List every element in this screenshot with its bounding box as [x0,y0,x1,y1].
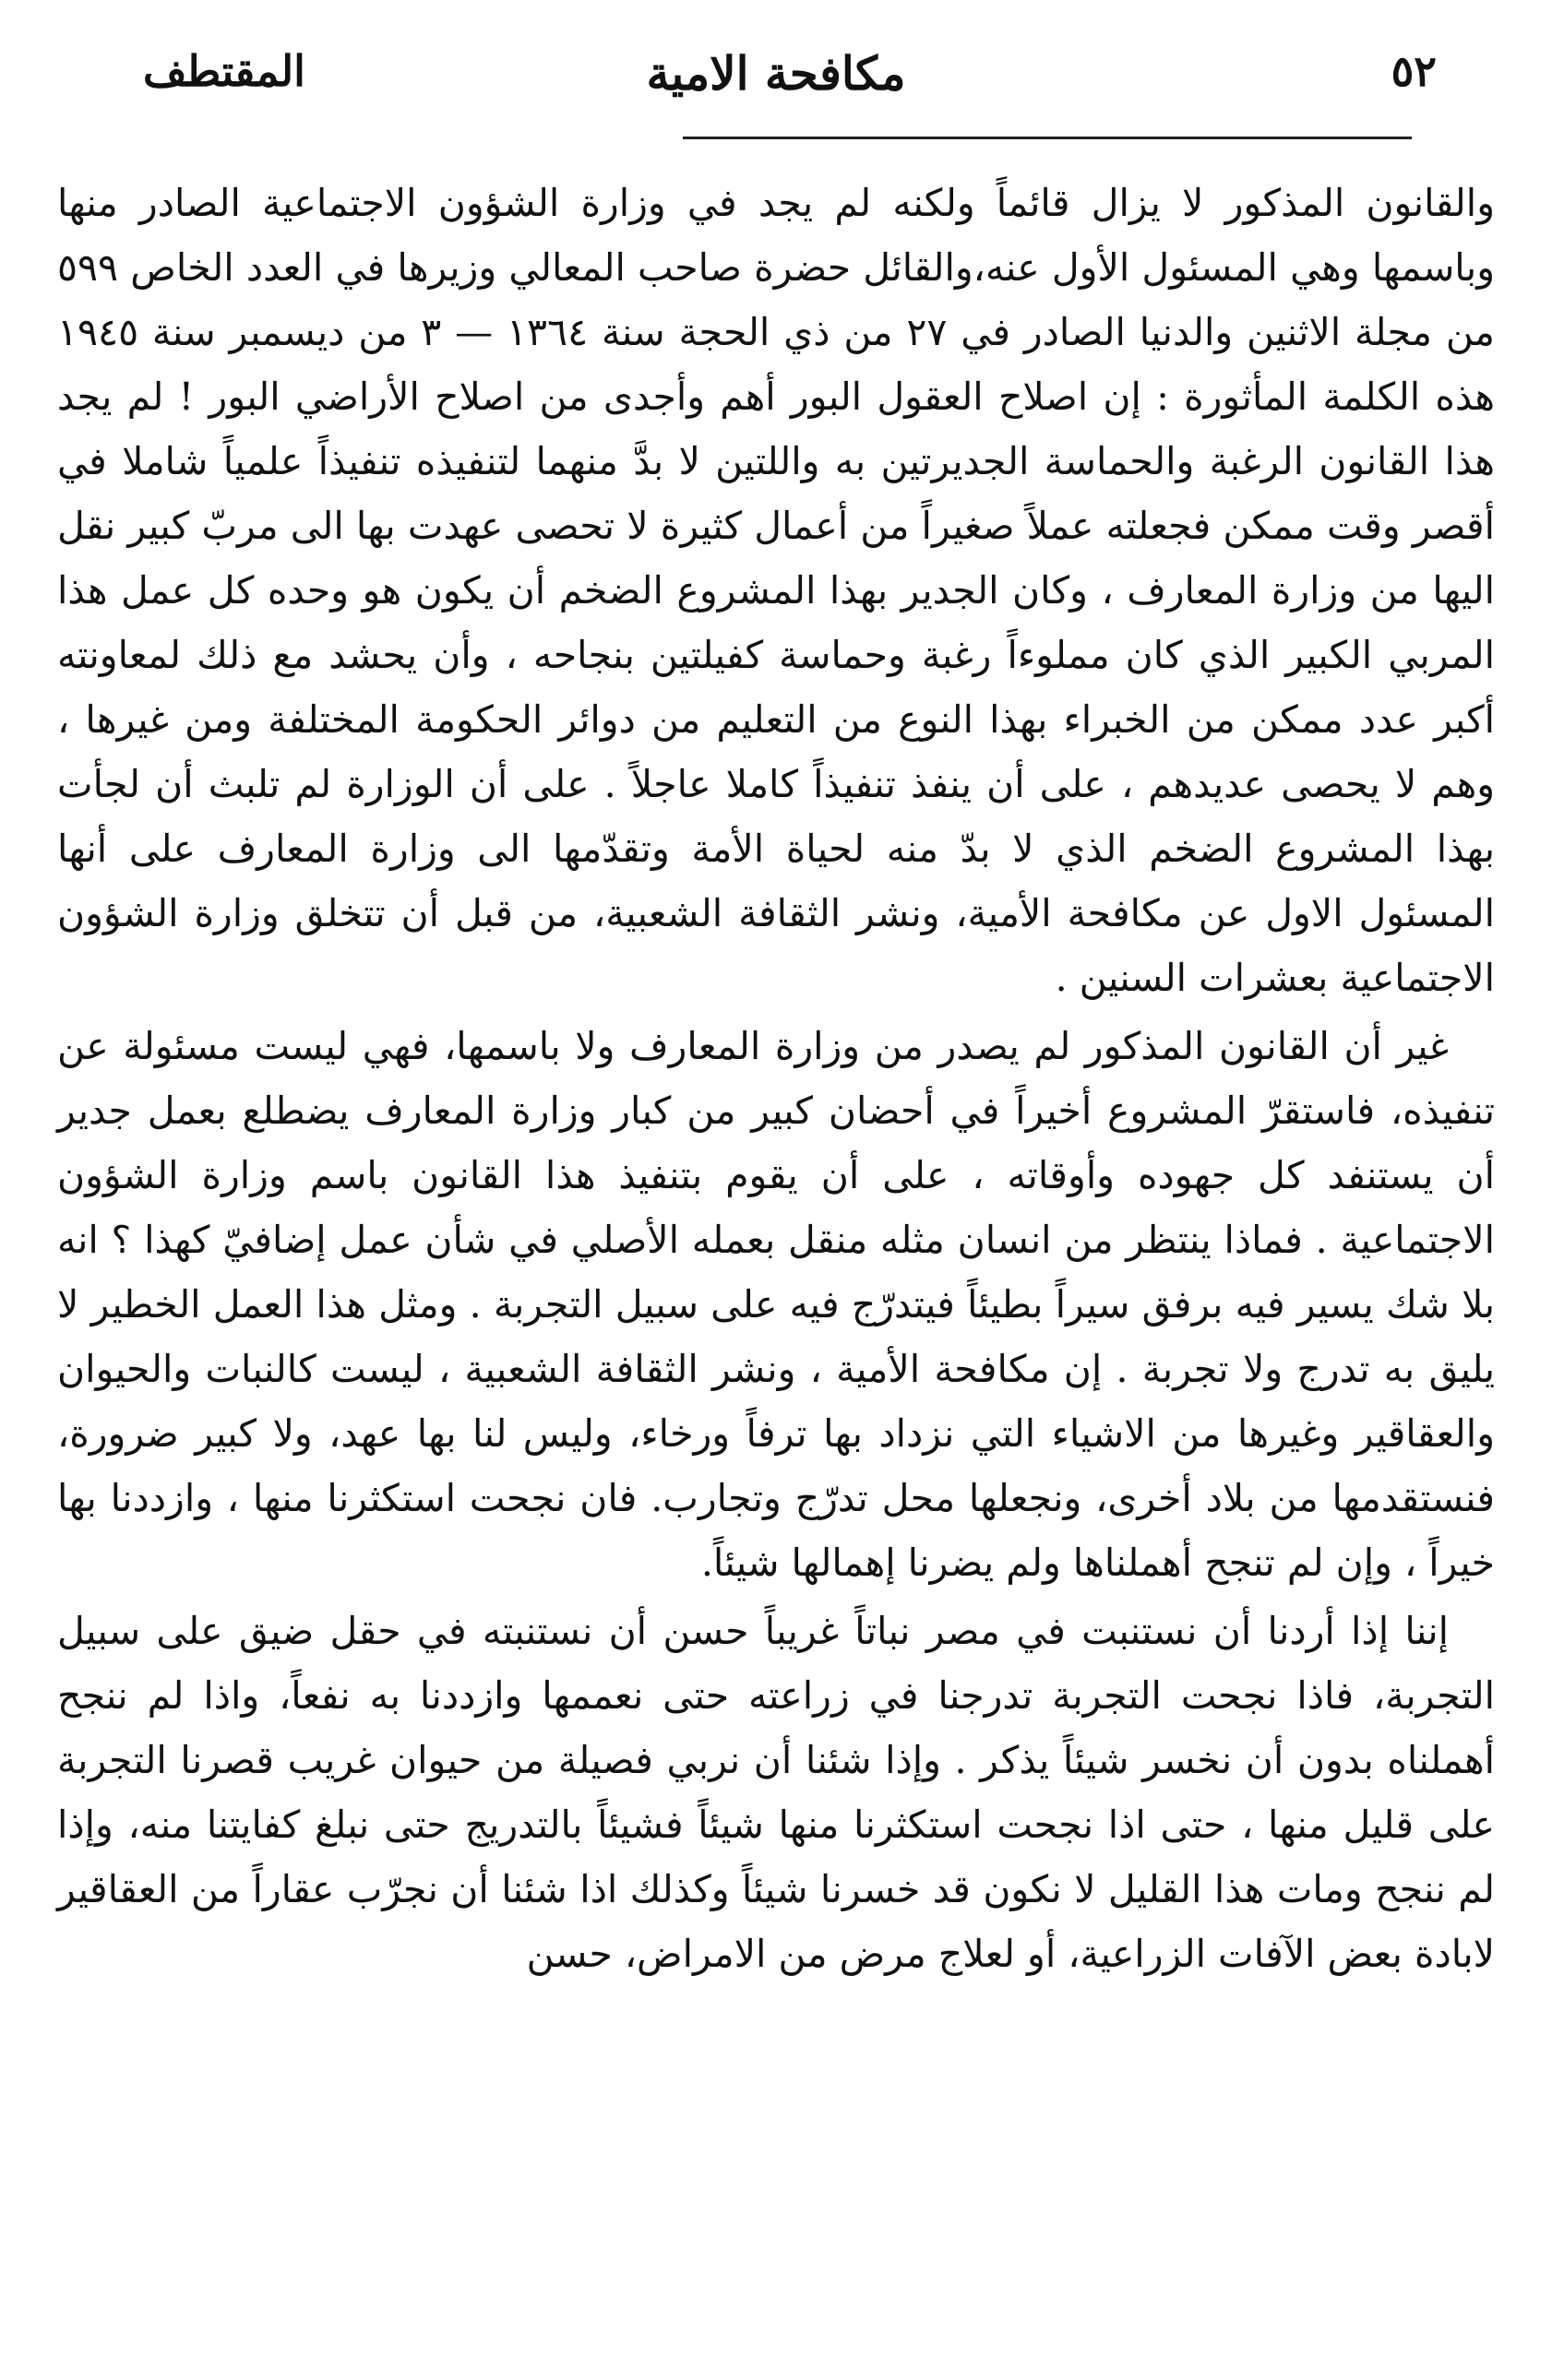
running-header [69,37,1483,120]
article-title: مكافحة الامية [646,46,906,101]
page-number: ٥٢ [1391,46,1437,96]
paragraph-2: غير أن القانون المذكور لم يصدر من وزارة المعارف ولا باسمها، فهي ليست مسئولة عن تنفيذه، فاستقرّ المشروع أخيراً في أحضان كبير من كبار وزارة المعارف يضطلع بعمل جدير أن يستنفد كل جهوده وأوقاته ، على أن يقوم بتنفيذ هذا القانون باسم وزارة الشؤون الاجتماعية . فماذا ينتظر من انسان مثله منقل بعمله الأصلي في شأن عمل إضافيّ كهذا ؟ انه بلا شك يسير فيه برفق سيراً بطيئاً فيتدرّج فيه على سبيل التجربة . ومثل هذا العمل الخطير لا يليق به تدرج ولا تجربة . إن مكافحة الأمية ، ونشر الثقافة الشعبية ، ليست كالنبات والحيوان والعقاقير وغيرها من الاشياء التي نزداد بها ترفاً ورخاء، وليس لنا بها عهد، ولا كبير ضرورة، فنستقدمها من بلاد أخرى، ونجعلها محل تدرّج وتجارب. فان نجحت استكثرنا منها ، وازددنا بها خيراً ، وإن لم تنجح أهملناها ولم يضرنا إهمالها شيئاً. [57,1024,1495,1585]
article-body [57,171,1495,1990]
paragraph-3: إننا إذا أردنا أن نستنبت في مصر نباتاً غريباً حسن أن نستنبته في حقل ضيق على سبيل التجربة، فاذا نجحت التجربة تدرجنا في زراعته حتى نعممها وازددنا به نفعاً، واذا لم ننجح أهملناه بدون أن نخسر شيئاً يذكر . وإذا شئنا أن نربي فصيلة من حيوان غريب قصرنا التجربة على قليل منها ، حتى اذا نجحت استكثرنا منها شيئاً فشيئاً بالتدريج حتى نبلغ كفايتنا منه، وإذا لم ننجح ومات هذا القليل لا نكون قد خسرنا شيئاً وكذلك اذا شئنا أن نجرّب عقاراً من العقاقير لابادة بعض الآفات الزراعية، أو لعلاج مرض من الامراض، حسن [57,1609,1495,1976]
paragraph-1: والقانون المذكور لا يزال قائماً ولكنه لم يجد في وزارة الشؤون الاجتماعية الصادر منها وباسمها وهي المسئول الأول عنه،والقائل حضرة صاحب المعالي وزيرها في العدد الخاص ٥٩٩ من مجلة الاثنين والدنيا الصادر في ٢٧ من ذي الحجة سنة ١٣٦٤ — ٣ من ديسمبر سنة ١٩٤٥ هذه الكلمة المأثورة : إن اصلاح العقول البور أهم وأجدى من اصلاح الأراضي البور ! لم يجد هذا القانون الرغبة والحماسة الجديرتين به واللتين لا بدَّ منهما لتنفيذه تنفيذاً علمياً شاملا في أقصر وقت ممكن فجعلته عملاً صغيراً من أعمال كثيرة لا تحصى عهدت بها الى مربّ كبير نقل اليها من وزارة المعارف ، وكان الجدير بهذا المشروع الضخم أن يكون هو وحده كل عمل هذا المربي الكبير الذي كان مملوءاً رغبة وحماسة كفيلتين بنجاحه ، وأن يحشد مع ذلك لمعاونته أكبر عدد ممكن من الخبراء بهذا النوع من التعليم من دوائر الحكومة المختلفة ومن غيرها ، وهم لا يحصى عديدهم ، على أن ينفذ تنفيذاً كاملا عاجلاً . على أن الوزارة لم تلبث أن لجأت بهذا المشروع الضخم الذي لا بدّ منه لحياة الأمة وتقدّمها الى وزارة المعارف على أنها المسئول الاول عن مكافحة الأمية، ونشر الثقافة الشعبية، من قبل أن تتخلق وزارة الشؤون الاجتماعية بعشرات السنين . [57,181,1495,1000]
journal-name: المقتطف [143,46,305,96]
header-rule [683,137,1412,139]
